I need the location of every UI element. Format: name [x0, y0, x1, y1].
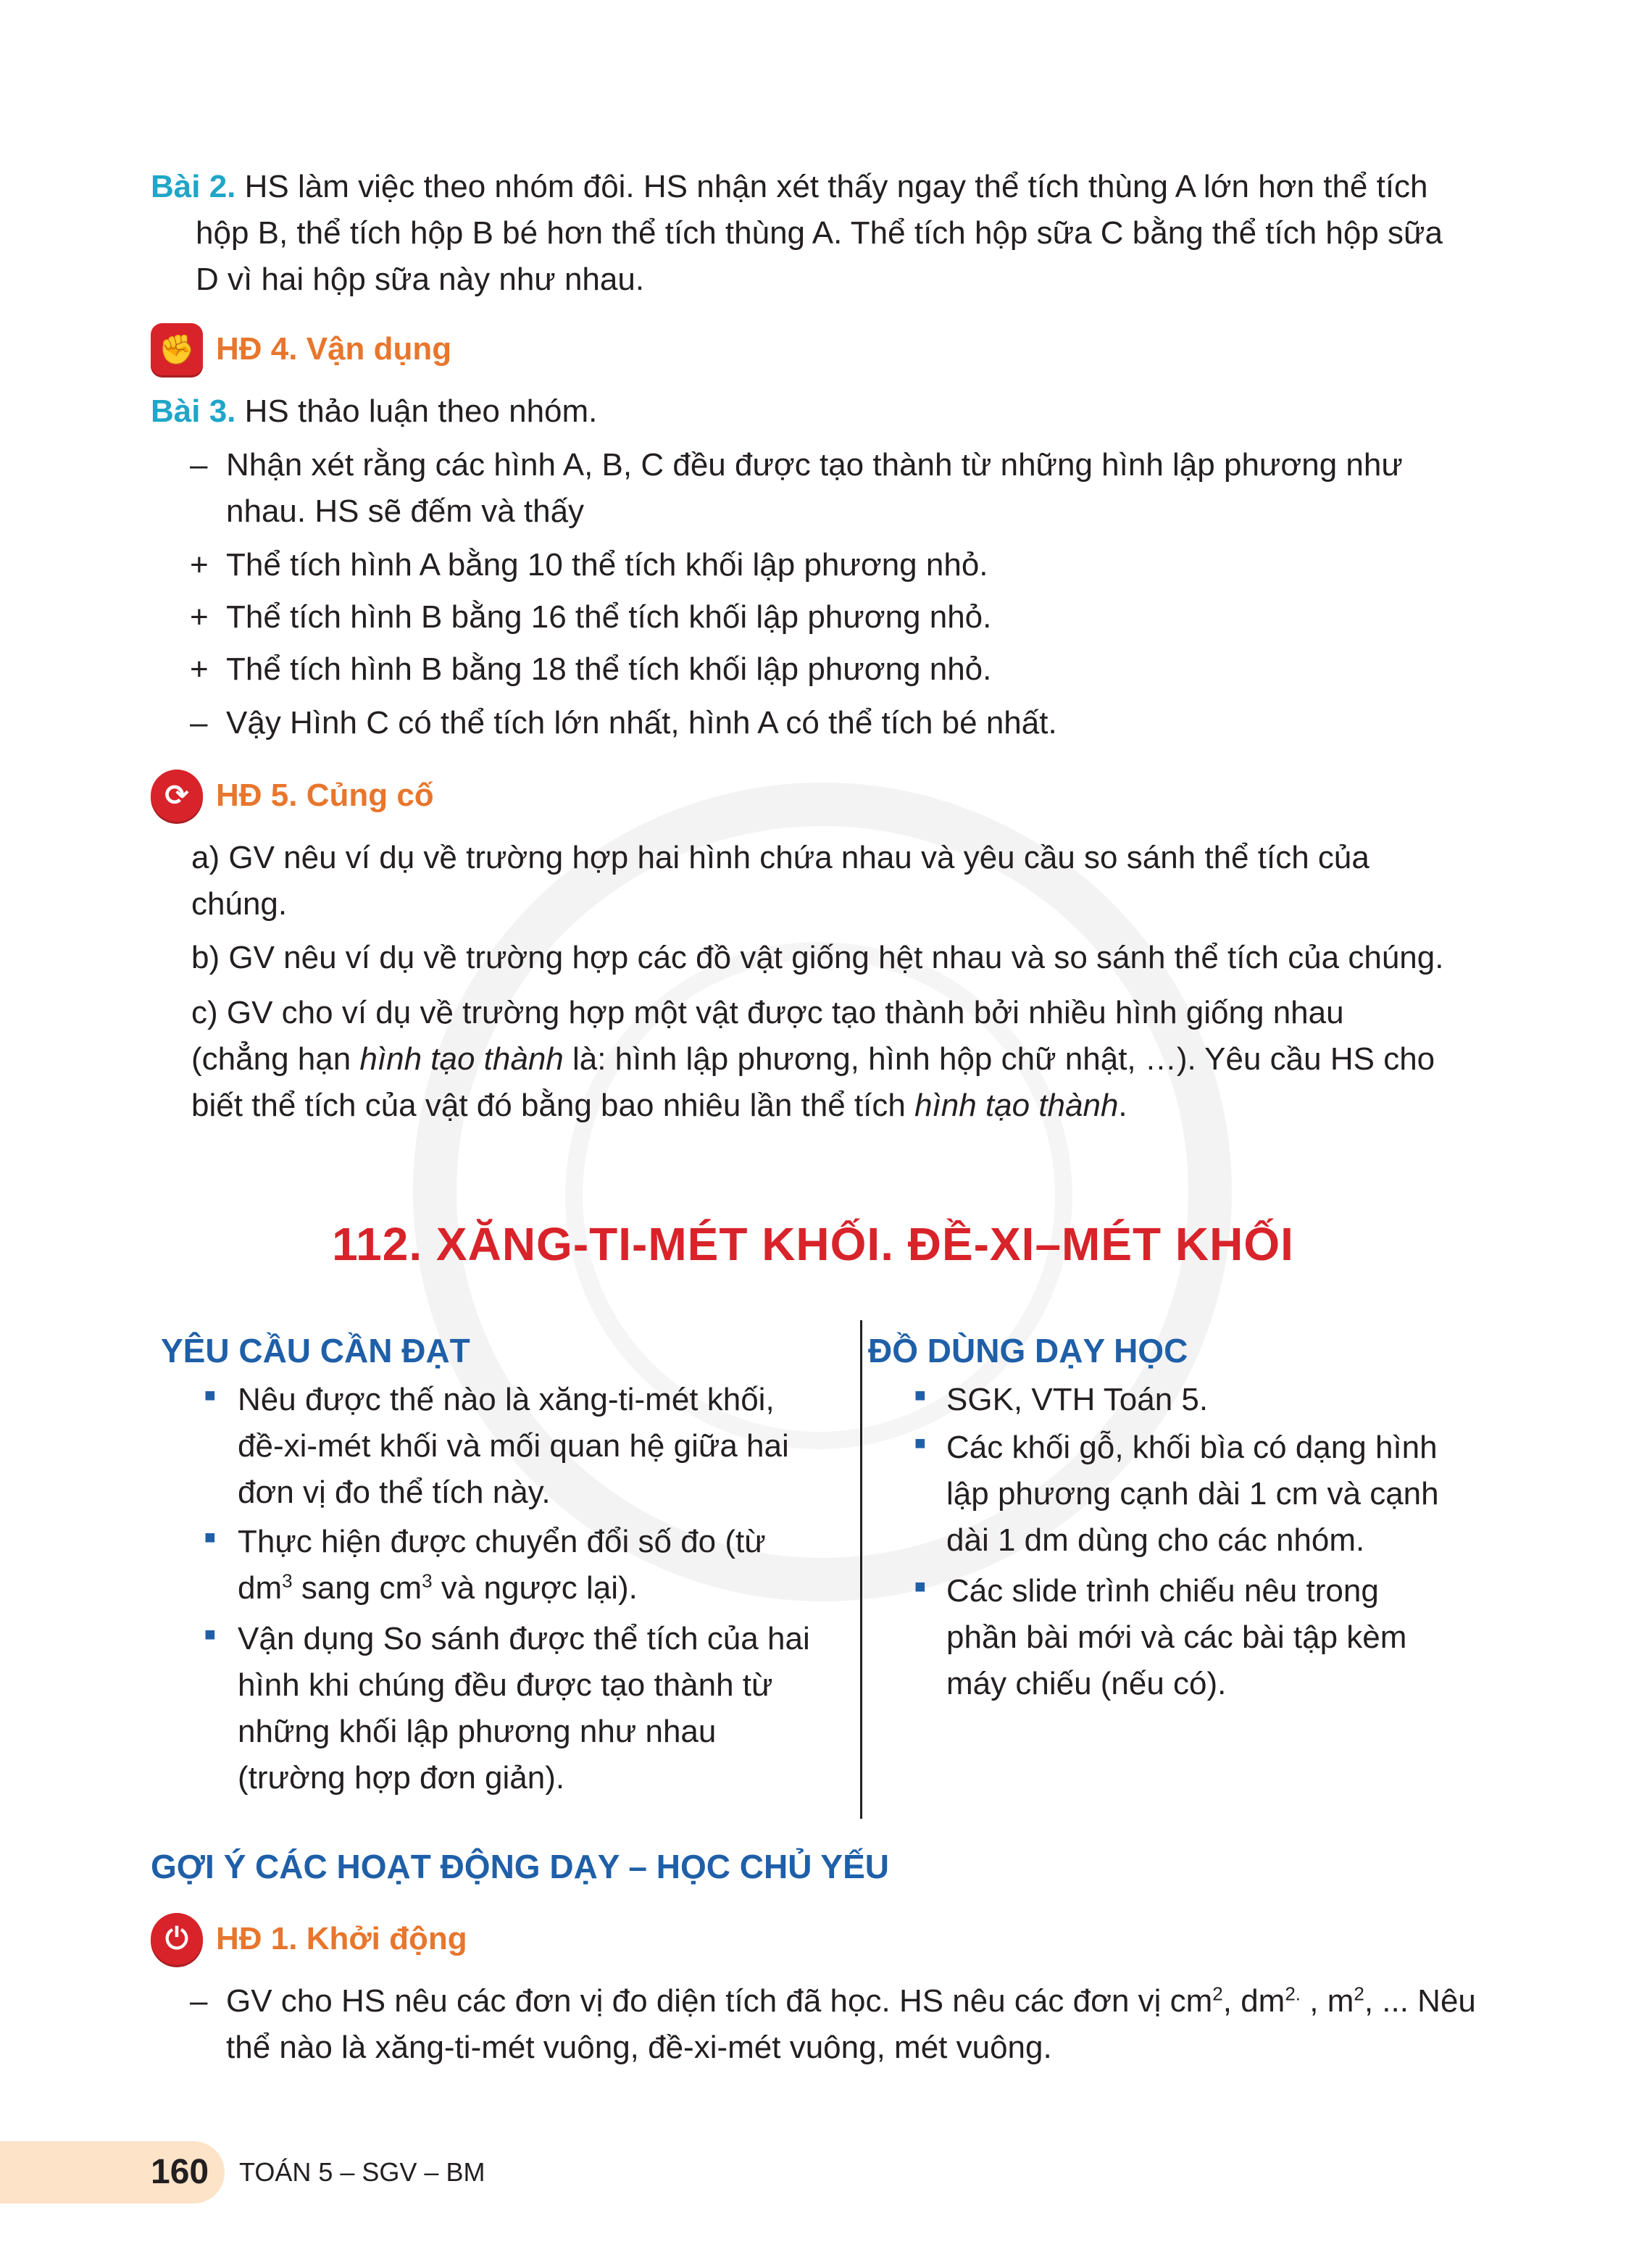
list-mark: +: [190, 599, 209, 635]
requirements-heading: YÊU CẦU CẦN ĐẠT: [161, 1332, 470, 1369]
bai2-text-1: HS làm việc theo nhóm đôi. HS nhận xét thấy ngay thể tích thùng A lớn hơn thể tích: [244, 169, 1428, 204]
hd1-exponent: 2.: [1285, 1983, 1301, 2005]
req-unit: dm: [238, 1570, 283, 1606]
mat-item2-line2: lập phương cạnh dài 1 cm và cạnh: [946, 1476, 1439, 1512]
bai2-line1: [151, 164, 1477, 210]
hd1-exponent: 2: [1354, 1983, 1364, 2005]
hd5-title: HĐ 5. Củng cố: [216, 777, 434, 813]
req-item1-line1: Nêu được thế nào là xăng-ti-mét khối,: [238, 1382, 775, 1417]
bai3-intro: [151, 388, 597, 435]
list-mark: +: [190, 547, 209, 583]
materials-heading: ĐỒ DÙNG DẠY HỌC: [868, 1332, 1188, 1369]
req-item3-line3: những khối lập phương như nhau: [238, 1714, 717, 1749]
hd5-c-text: biết thể tích của vật đó bằng bao nhiêu lần thể tích: [191, 1088, 915, 1123]
column-divider: [860, 1320, 862, 1819]
req-item3-line1: Vận dụng So sánh được thể tích của hai: [238, 1621, 810, 1656]
hd1-line1: [226, 1978, 1476, 2025]
req-item3-line2: hình khi chúng đều được tạo thành từ: [238, 1667, 773, 1703]
hd1-text: , ... Nêu: [1364, 1983, 1476, 2019]
mat-item1: SGK, VTH Toán 5.: [946, 1382, 1209, 1417]
list-mark: –: [190, 705, 208, 741]
bullet-icon: ■: [204, 1623, 216, 1645]
hd5-heading: [151, 770, 434, 822]
hd1-exponent: 2: [1212, 1983, 1223, 2005]
hd5-b-line1: b) GV nêu ví dụ về trường hợp các đồ vật giống hệt nhau và so sánh thể tích của chúng.: [191, 940, 1444, 975]
req-exponent: 3: [422, 1569, 433, 1592]
hd5-c-text: là: hình lập phương, hình hộp chữ nhật, …). Yêu cầu HS cho: [563, 1041, 1435, 1077]
hd4-heading: [151, 323, 451, 375]
bullet-icon: ■: [204, 1384, 216, 1406]
bai2-label: Bài 2.: [151, 169, 236, 204]
req-item2-line2: [238, 1565, 638, 1612]
hd5-a-line2: chúng.: [191, 886, 288, 922]
bai2-line2: hộp B, thể tích hộp B bé hơn thể tích thùng A. Thể tích hộp sữa C bằng thể tích hộp sữa: [196, 215, 1443, 251]
req-item1-line2: đề-xi-mét khối và mối quan hệ giữa hai: [238, 1428, 789, 1464]
req-item2-line1: Thực hiện được chuyển đổi số đo (từ: [238, 1524, 766, 1559]
hd5-c-text: (chẳng hạn: [191, 1041, 360, 1077]
activities-heading: GỢI Ý CÁC HOẠT ĐỘNG DẠY – HỌC CHỦ YẾU: [151, 1848, 889, 1885]
page-number: 160: [151, 2153, 209, 2191]
hd5-c-emphasis: hình tạo thành: [359, 1041, 564, 1077]
bai3-item1-line2: nhau. HS sẽ đếm và thấy: [226, 493, 585, 529]
req-item1-line3: đơn vị đo thể tích này.: [238, 1475, 551, 1510]
mat-item3-line1: Các slide trình chiếu nêu trong: [946, 1573, 1379, 1609]
hd5-c-line2: [191, 1036, 1435, 1083]
hd5-c-text: .: [1118, 1088, 1127, 1123]
req-item3-line4: (trường hợp đơn giản).: [238, 1760, 565, 1796]
fist-icon: ✊: [151, 323, 203, 375]
bai3-item1-line1: Nhận xét rằng các hình A, B, C đều được tạo thành từ những hình lập phương như: [226, 447, 1403, 483]
hd1-heading: [151, 1913, 467, 1965]
bai3-item3: Thể tích hình B bằng 16 thể tích khối lập phương nhỏ.: [226, 599, 992, 635]
bai3-intro-text: HS thảo luận theo nhóm.: [244, 393, 598, 429]
bai2-line3: D vì hai hộp sữa này như nhau.: [196, 262, 645, 297]
req-exponent: 3: [282, 1569, 293, 1592]
refresh-icon: ⟳: [151, 770, 203, 822]
bullet-icon: ■: [914, 1432, 926, 1454]
mat-item3-line3: máy chiếu (nếu có).: [946, 1666, 1227, 1701]
req-text: và ngược lại).: [432, 1570, 638, 1606]
bai3-item2: Thể tích hình A bằng 10 thể tích khối lập phương nhỏ.: [226, 547, 988, 583]
hd5-c-line1: c) GV cho ví dụ về trường hợp một vật được tạo thành bởi nhiều hình giống nhau: [191, 995, 1344, 1030]
list-mark: –: [190, 1983, 208, 2019]
bai3-item5: Vậy Hình C có thể tích lớn nhất, hình A có thể tích bé nhất.: [226, 705, 1057, 741]
mat-item3-line2: phần bài mới và các bài tập kèm: [946, 1619, 1407, 1655]
hd1-title: HĐ 1. Khởi động: [216, 1921, 467, 1956]
hd1-text: , dm: [1222, 1983, 1285, 2019]
hd5-c-line3: [191, 1083, 1127, 1129]
list-mark: –: [190, 447, 208, 483]
hd1-text: , m: [1301, 1983, 1354, 2019]
power-icon: ⏻: [151, 1913, 203, 1965]
bai3-label: Bài 3.: [151, 393, 236, 429]
hd1-text: GV cho HS nêu các đơn vị đo diện tích đã học. HS nêu các đơn vị cm: [226, 1983, 1213, 2019]
bullet-icon: ■: [204, 1526, 216, 1548]
hd5-c-emphasis: hình tạo thành: [914, 1088, 1119, 1123]
bai3-item4: Thể tích hình B bằng 18 thể tích khối lập phương nhỏ.: [226, 651, 992, 687]
bullet-icon: ■: [914, 1575, 926, 1597]
hd1-line2: thể nào là xăng-ti-mét vuông, đề-xi-mét vuông, mét vuông.: [226, 2030, 1052, 2065]
lesson-title: 112. XĂNG-TI-MÉT KHỐI. ĐỀ-XI–MÉT KHỐI: [332, 1218, 1294, 1270]
book-title: TOÁN 5 – SGV – BM: [239, 2157, 485, 2187]
bullet-icon: ■: [914, 1384, 926, 1406]
list-mark: +: [190, 651, 209, 687]
hd5-a-line1: a) GV nêu ví dụ về trường hợp hai hình chứa nhau và yêu cầu so sánh thể tích của: [191, 840, 1369, 875]
mat-item2-line1: Các khối gỗ, khối bìa có dạng hình: [946, 1430, 1438, 1465]
req-unit: sang cm: [292, 1570, 422, 1606]
hd4-title: HĐ 4. Vận dụng: [216, 331, 452, 367]
mat-item2-line3: dài 1 dm dùng cho các nhóm.: [946, 1522, 1365, 1558]
